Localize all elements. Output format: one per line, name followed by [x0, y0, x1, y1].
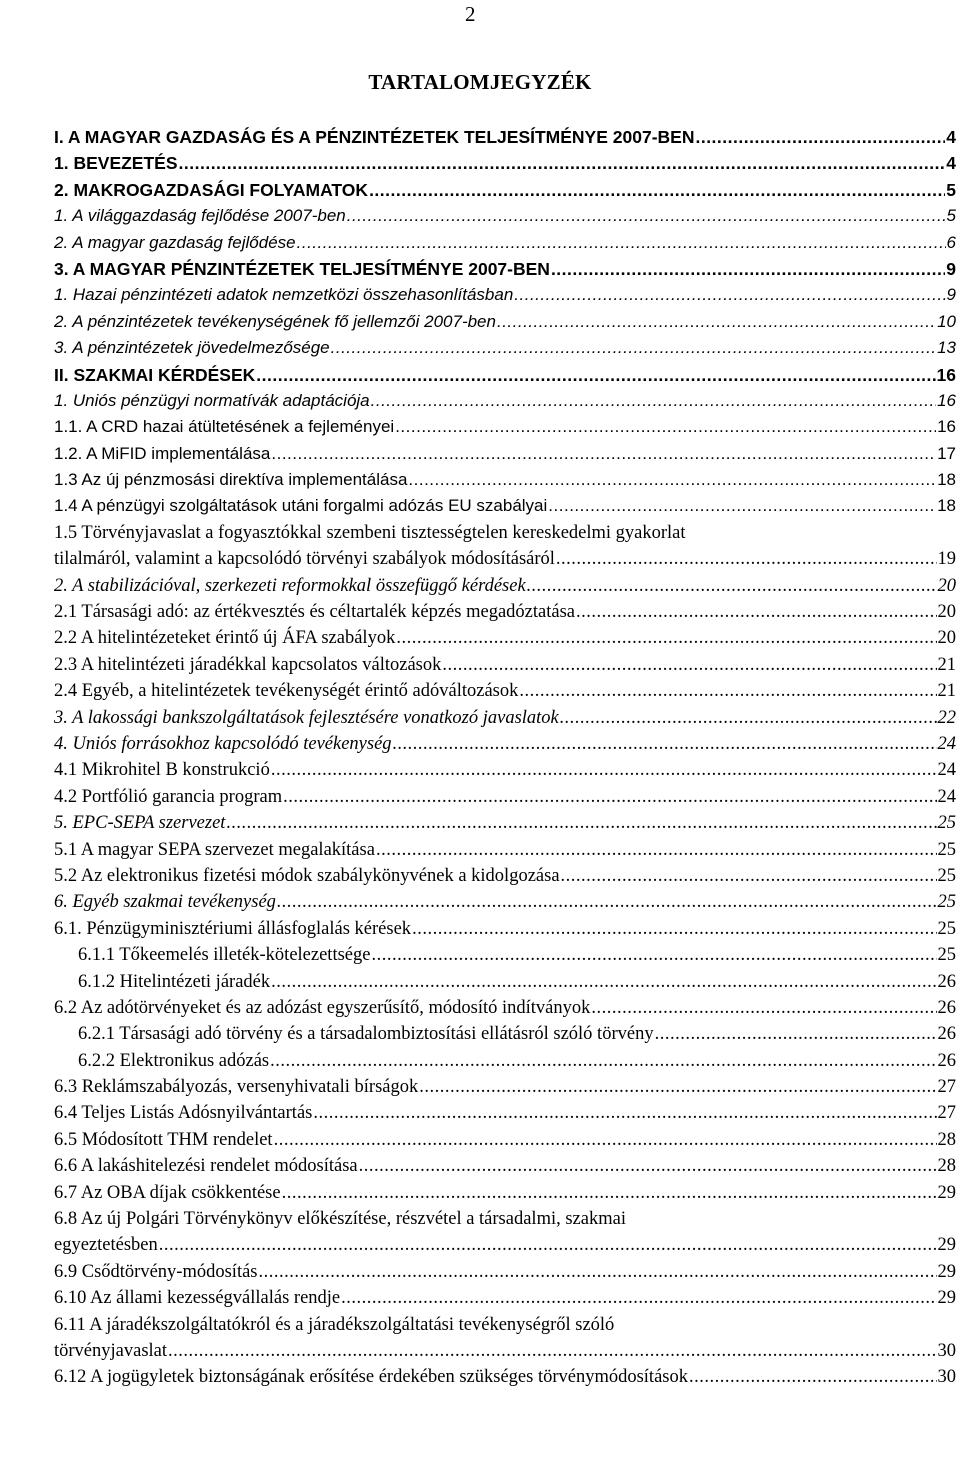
- toc-entry[interactable]: [54, 282, 956, 308]
- toc-entry-page: 16: [937, 417, 956, 437]
- toc-entry-page: 24: [937, 760, 956, 781]
- toc-entry-page: 30: [937, 1340, 956, 1361]
- toc-entry-text: 4.2 Portfólió garancia program: [54, 786, 283, 807]
- dot-leader: [396, 625, 936, 651]
- toc-entry[interactable]: [54, 599, 956, 625]
- toc-entry-text: 2.2 A hitelintézeteket érintő új ÁFA szabályok: [54, 628, 396, 649]
- toc-entry-text: 1. BEVEZETÉS: [54, 153, 178, 174]
- toc-entry-text: 5.2 Az elektronikus fizetési módok szabálykönyvének a kidolgozása: [54, 865, 560, 886]
- dot-leader: [271, 969, 936, 995]
- toc-entry[interactable]: [54, 757, 956, 783]
- toc-entry[interactable]: [54, 1338, 956, 1364]
- toc-entry-page: 26: [937, 1050, 956, 1071]
- page-number: 2: [465, 2, 476, 26]
- dot-leader: [591, 995, 936, 1021]
- dot-leader: [560, 705, 937, 731]
- toc-entry-text: 1. Uniós pénzügyi normatívák adaptációja: [54, 390, 370, 410]
- dot-leader: [283, 784, 936, 810]
- toc-entry-page: 16: [937, 390, 956, 410]
- toc-entry-page: 17: [937, 443, 956, 463]
- toc-entry-text: 6.1.1 Tőkeemelés illeték-kötelezettsége: [78, 945, 371, 966]
- toc-entry-page: 25: [937, 918, 956, 939]
- toc-entry-text: 6.1.2 Hitelintézeti járadék: [78, 971, 271, 992]
- toc-entry-text: 1.1. A CRD hazai átültetésének a fejleményei: [54, 417, 395, 437]
- toc-entry[interactable]: [54, 1206, 956, 1232]
- toc-entry-page: 5: [946, 179, 956, 200]
- toc-entry-page: 25: [937, 839, 956, 860]
- dot-leader: [159, 1232, 937, 1258]
- dot-leader: [313, 1100, 936, 1126]
- toc-entry-page: 13: [937, 338, 956, 358]
- toc-entry-text: 6.3 Reklámszabályozás, versenyhivatali bírságok: [54, 1077, 419, 1098]
- toc-entry-page: 30: [937, 1367, 956, 1388]
- toc-entry-text: 6.10 Az állami kezességvállalás rendje: [54, 1288, 341, 1309]
- toc-entry[interactable]: [54, 256, 956, 282]
- toc-entry-page: 18: [937, 496, 956, 516]
- toc-entry-text: 3. A MAGYAR PÉNZINTÉZETEK TELJESÍTMÉNYE 2007-BEN: [54, 258, 550, 279]
- toc-entry-text: 6.6 A lakáshitelezési rendelet módosítása: [54, 1156, 358, 1177]
- toc-entry-page: 9: [946, 285, 956, 305]
- dot-leader: [277, 889, 937, 915]
- toc-entry-text: 3. A lakossági bankszolgáltatások fejlesztésére vonatkozó javaslatok: [54, 707, 559, 728]
- toc-entry[interactable]: [54, 546, 956, 572]
- toc-entry-text: 2.1 Társasági adó: az értékvesztés és céltartalék képzés megadóztatása: [54, 602, 575, 623]
- toc-entry[interactable]: [54, 916, 956, 942]
- toc-entry-page: 29: [937, 1235, 956, 1256]
- toc-entry-text: 6.4 Teljes Listás Adósnyilvántartás: [54, 1103, 313, 1124]
- toc-entry-text: 6.2.2 Elektronikus adózás: [78, 1050, 270, 1071]
- toc-entry-text: 6.7 Az OBA díjak csökkentése: [54, 1182, 281, 1203]
- toc-entry[interactable]: [54, 995, 956, 1021]
- toc-entry-text: egyeztetésben: [54, 1235, 158, 1256]
- toc-entry-page: 20: [937, 602, 956, 623]
- toc-entry-page: 18: [937, 470, 956, 490]
- dot-leader: [548, 493, 936, 519]
- dot-leader: [371, 388, 936, 414]
- dot-leader: [274, 1127, 937, 1153]
- toc-entry[interactable]: [54, 1127, 956, 1153]
- toc-entry[interactable]: [54, 177, 956, 203]
- toc-entry-text: törvényjavaslat: [54, 1340, 168, 1361]
- toc-entry-text: 5.1 A magyar SEPA szervezet megalakítása: [54, 839, 375, 860]
- toc-entry-text: 6.11 A járadékszolgáltatókról és a járadékszolgáltatási tevékenységről szóló: [54, 1314, 615, 1335]
- dot-leader: [179, 150, 946, 176]
- toc-entry-page: 25: [937, 813, 956, 834]
- toc-entry-text: 1.3 Az új pénzmosási direktíva implementálása: [54, 470, 408, 490]
- toc-entry[interactable]: [54, 573, 956, 599]
- toc-entry-text: 6.5 Módosított THM rendelet: [54, 1129, 273, 1150]
- table-of-contents: [54, 124, 956, 1391]
- dot-leader: [497, 309, 936, 335]
- toc-entry-text: 1. A világgazdaság fejlődése 2007-ben: [54, 206, 346, 226]
- dot-leader: [561, 863, 937, 889]
- toc-entry[interactable]: [54, 652, 956, 678]
- toc-entry-page: 5: [946, 206, 956, 226]
- toc-entry[interactable]: [54, 1153, 956, 1179]
- toc-entry[interactable]: [54, 810, 956, 836]
- dot-leader: [556, 546, 937, 572]
- toc-entry-text: 6.2 Az adótörvényeket és az adózást egyszerűsítő, módosító indítványok: [54, 997, 591, 1018]
- toc-entry[interactable]: [54, 1232, 956, 1258]
- toc-entry-text: 6.1. Pénzügyminisztériumi állásfoglalás kérések: [54, 918, 412, 939]
- toc-entry-page: 29: [937, 1288, 956, 1309]
- toc-entry-page: 16: [936, 364, 956, 385]
- dot-leader: [514, 282, 945, 308]
- dot-leader: [442, 652, 936, 678]
- dot-leader: [359, 1153, 937, 1179]
- dot-leader: [376, 837, 937, 863]
- toc-entry[interactable]: [54, 335, 956, 361]
- toc-entry-page: 28: [937, 1156, 956, 1177]
- toc-entry-text: 4.1 Mikrohitel B konstrukció: [54, 760, 270, 781]
- toc-entry-text: 6.8 Az új Polgári Törvénykönyv előkészítése, részvétel a társadalmi, szakmai: [54, 1209, 626, 1230]
- toc-entry-page: 22: [937, 707, 956, 728]
- dot-leader: [551, 256, 945, 282]
- toc-entry-page: 10: [937, 311, 956, 331]
- dot-leader: [393, 731, 937, 757]
- toc-entry-text: 2. A pénzintézetek tevékenységének fő jellemzői 2007-ben: [54, 311, 496, 331]
- toc-entry-text: 2.4 Egyéb, a hitelintézetek tevékenységét érintő adóváltozások: [54, 681, 519, 702]
- toc-entry[interactable]: [54, 467, 956, 493]
- toc-entry[interactable]: [54, 124, 956, 150]
- toc-entry-page: 6: [946, 232, 956, 252]
- dot-leader: [412, 916, 936, 942]
- toc-entry-text: 2. A stabilizációval, szerkezeti reformokkal összefüggő kérdések: [54, 575, 526, 596]
- dot-leader: [226, 810, 936, 836]
- dot-leader: [689, 1364, 937, 1390]
- toc-entry-page: 20: [937, 628, 956, 649]
- toc-entry[interactable]: [54, 1180, 956, 1206]
- toc-entry-text: I. A MAGYAR GAZDASÁG ÉS A PÉNZINTÉZETEK TELJESÍTMÉNYE 2007-BEN: [54, 127, 695, 147]
- toc-entry[interactable]: [54, 150, 956, 176]
- toc-entry[interactable]: [54, 942, 956, 968]
- toc-entry[interactable]: [54, 1259, 956, 1285]
- toc-entry[interactable]: [54, 678, 956, 704]
- dot-leader: [576, 599, 937, 625]
- toc-entry[interactable]: [54, 1285, 956, 1311]
- dot-leader: [655, 1021, 937, 1047]
- toc-entry-page: 25: [937, 865, 956, 886]
- toc-entry-text: 6.2.1 Társasági adó törvény és a társadalombiztosítási ellátásról szóló törvény: [78, 1024, 654, 1045]
- toc-entry[interactable]: [54, 863, 956, 889]
- dot-leader: [519, 678, 936, 704]
- toc-entry-page: 4: [946, 153, 956, 174]
- toc-entry-text: 1. Hazai pénzintézeti adatok nemzetközi összehasonlításban: [54, 285, 514, 305]
- toc-entry-text: 4. Uniós forrásokhoz kapcsolódó tevékenység: [54, 733, 392, 754]
- toc-entry[interactable]: [54, 731, 956, 757]
- dot-leader: [331, 335, 936, 361]
- toc-entry-text: 6. Egyéb szakmai tevékenység: [54, 892, 276, 913]
- toc-entry-page: 21: [937, 654, 956, 675]
- toc-entry[interactable]: [54, 388, 956, 414]
- toc-entry-text: 1.5 Törvényjavaslat a fogyasztókkal szembeni tisztességtelen kereskedelmi gyakorlat: [54, 522, 686, 543]
- toc-entry[interactable]: [54, 1364, 956, 1390]
- toc-entry-text: tilalmáról, valamint a kapcsolódó törvényi szabályok módosításáról: [54, 549, 555, 570]
- toc-entry-page: 25: [937, 945, 956, 966]
- toc-entry[interactable]: [54, 362, 956, 388]
- toc-entry-page: 21: [937, 681, 956, 702]
- toc-entry-page: 26: [937, 1024, 956, 1045]
- toc-entry-text: 2. A magyar gazdaság fejlődése: [54, 232, 296, 252]
- toc-entry-page: 24: [937, 733, 956, 754]
- toc-entry-page: 9: [946, 258, 956, 279]
- dot-leader: [371, 942, 936, 968]
- toc-entry-text: 3. A pénzintézetek jövedelmezősége: [54, 338, 330, 358]
- toc-entry[interactable]: [54, 230, 956, 256]
- toc-entry[interactable]: [54, 493, 956, 519]
- toc-entry[interactable]: [54, 625, 956, 651]
- dot-leader: [369, 177, 945, 203]
- toc-entry-page: 29: [937, 1182, 956, 1203]
- toc-entry[interactable]: [54, 1074, 956, 1100]
- dot-leader: [695, 124, 945, 150]
- toc-entry-page: 4: [946, 127, 956, 147]
- toc-entry[interactable]: [54, 414, 956, 440]
- toc-entry[interactable]: [54, 889, 956, 915]
- toc-entry[interactable]: [54, 784, 956, 810]
- toc-entry[interactable]: [54, 441, 956, 467]
- toc-entry[interactable]: [54, 520, 956, 546]
- toc-entry[interactable]: [54, 837, 956, 863]
- dot-leader: [527, 573, 937, 599]
- dot-leader: [408, 467, 936, 493]
- toc-entry-page: 26: [937, 997, 956, 1018]
- toc-entry-text: 2. MAKROGAZDASÁGI FOLYAMATOK: [54, 179, 369, 200]
- toc-entry-page: 26: [937, 971, 956, 992]
- toc-entry-text: 5. EPC-SEPA szervezet: [54, 813, 226, 834]
- toc-entry-text: 6.12 A jogügyletek biztonságának erősítése érdekében szükséges törvénymódosítások: [54, 1367, 688, 1388]
- toc-entry-text: 6.9 Csődtörvény-módosítás: [54, 1261, 258, 1282]
- toc-entry-page: 27: [937, 1077, 956, 1098]
- toc-entry-page: 24: [937, 786, 956, 807]
- toc-entry-page: 25: [937, 892, 956, 913]
- dot-leader: [282, 1180, 937, 1206]
- toc-title: TARTALOMJEGYZÉK: [368, 70, 592, 94]
- toc-entry-text: 1.4 A pénzügyi szolgáltatások utáni forgalmi adózás EU szabályai: [54, 496, 548, 516]
- toc-entry-page: 19: [937, 549, 956, 570]
- dot-leader: [347, 203, 946, 229]
- dot-leader: [271, 757, 937, 783]
- toc-entry-page: 20: [937, 575, 956, 596]
- dot-leader: [297, 230, 946, 256]
- dot-leader: [270, 1048, 936, 1074]
- dot-leader: [168, 1338, 936, 1364]
- toc-entry[interactable]: [54, 1312, 956, 1338]
- dot-leader: [259, 1259, 937, 1285]
- toc-entry[interactable]: [54, 969, 956, 995]
- dot-leader: [256, 362, 935, 388]
- toc-entry-page: 28: [937, 1129, 956, 1150]
- toc-entry[interactable]: [54, 705, 956, 731]
- dot-leader: [341, 1285, 936, 1311]
- toc-entry-text: 1.2. A MiFID implementálása: [54, 443, 271, 463]
- dot-leader: [395, 414, 936, 440]
- toc-entry[interactable]: [54, 1021, 956, 1047]
- toc-entry-page: 27: [937, 1103, 956, 1124]
- toc-entry[interactable]: [54, 1100, 956, 1126]
- toc-entry-page: 29: [937, 1261, 956, 1282]
- dot-leader: [419, 1074, 936, 1100]
- toc-entry-text: II. SZAKMAI KÉRDÉSEK: [54, 364, 256, 385]
- toc-entry[interactable]: [54, 309, 956, 335]
- toc-entry-text: 2.3 A hitelintézeti járadékkal kapcsolatos változások: [54, 654, 442, 675]
- toc-entry[interactable]: [54, 1048, 956, 1074]
- toc-entry[interactable]: [54, 203, 956, 229]
- dot-leader: [271, 441, 936, 467]
